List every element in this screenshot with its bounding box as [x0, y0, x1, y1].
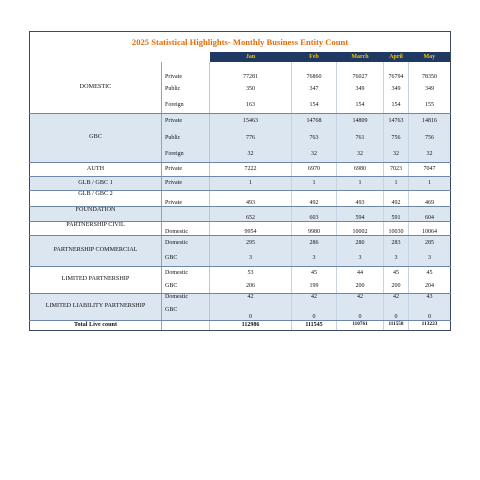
total-value: 112986 [210, 320, 292, 330]
value-cell: 756 [384, 129, 409, 146]
value-cell: 594 [337, 206, 384, 221]
value-cell: 3 [292, 251, 337, 266]
month-header-row [30, 52, 451, 62]
value-cell: 32 [337, 146, 384, 162]
value-cell: 199 [292, 280, 337, 293]
value-cell: 349 [337, 80, 384, 97]
category-glb-gbc-1: GLB / GBC 1 [30, 176, 162, 190]
value-cell: 76794 [384, 62, 409, 80]
category-auth: AUTH [30, 162, 162, 176]
value-cell: 163 [210, 97, 292, 113]
table-row [30, 62, 451, 80]
value-cell: 1 [337, 176, 384, 190]
value-cell: 45 [292, 266, 337, 280]
category-glb-gbc-2: GLB / GBC 2 [30, 190, 162, 206]
value-cell: 492 [292, 190, 337, 206]
value-cell: 7222 [210, 162, 292, 176]
header-blank [30, 52, 162, 62]
month-header: Feb [292, 52, 337, 62]
subtype-label: Foreign [162, 146, 210, 162]
table-row [30, 221, 451, 235]
table-row [30, 235, 451, 251]
value-cell: 295 [210, 235, 292, 251]
report-title: 2025 Statistical Highlights- Monthly Business Entity Count [30, 32, 451, 53]
total-value: 111558 [384, 320, 409, 330]
month-header: March [337, 52, 384, 62]
value-cell: 200 [384, 280, 409, 293]
value-cell: 1 [292, 176, 337, 190]
value-cell: 285 [409, 235, 451, 251]
value-cell: 286 [292, 235, 337, 251]
value-cell: 591 [384, 206, 409, 221]
value-cell: 283 [384, 235, 409, 251]
value-cell: 1 [384, 176, 409, 190]
value-cell: 1 [210, 176, 292, 190]
value-cell: 492 [384, 190, 409, 206]
value-cell: 32 [384, 146, 409, 162]
subtype-label: GBC [162, 307, 210, 320]
value-cell: 0 [292, 307, 337, 320]
total-row [30, 320, 451, 330]
subtype-label: Foreign [162, 97, 210, 113]
value-cell: 493 [337, 190, 384, 206]
month-header: May [409, 52, 451, 62]
subtype-label: Private [162, 62, 210, 80]
value-cell: 652 [210, 206, 292, 221]
value-cell: 763 [292, 129, 337, 146]
value-cell: 154 [337, 97, 384, 113]
value-cell: 76027 [337, 62, 384, 80]
table-row [30, 206, 451, 221]
value-cell: 3 [337, 251, 384, 266]
subtype-label: Private [162, 162, 210, 176]
value-cell: 15463 [210, 113, 292, 129]
value-cell: 77281 [210, 62, 292, 80]
value-cell: 42 [337, 293, 384, 307]
value-cell: 14763 [384, 113, 409, 129]
value-cell: 6980 [337, 162, 384, 176]
value-cell: 42 [210, 293, 292, 307]
category-domestic: DOMESTIC [30, 62, 162, 113]
value-cell: 206 [210, 280, 292, 293]
value-cell: 280 [337, 235, 384, 251]
value-cell: 347 [292, 80, 337, 97]
value-cell: 76860 [292, 62, 337, 80]
value-cell: 9954 [210, 221, 292, 235]
subtype-label: Domestic [162, 221, 210, 235]
value-cell: 14768 [292, 113, 337, 129]
category-limited-partnership: LIMITED PARTNERSHIP [30, 266, 162, 293]
value-cell: 204 [409, 280, 451, 293]
value-cell: 0 [384, 307, 409, 320]
header-blank [162, 52, 210, 62]
value-cell: 776 [210, 129, 292, 146]
table-row [30, 176, 451, 190]
value-cell: 10030 [384, 221, 409, 235]
month-header: April [384, 52, 409, 62]
subtype-label: Domestic [162, 266, 210, 280]
value-cell: 154 [384, 97, 409, 113]
table-row [30, 190, 451, 206]
subtype-label: Public [162, 80, 210, 97]
value-cell: 349 [409, 80, 451, 97]
value-cell: 350 [210, 80, 292, 97]
table-row [30, 266, 451, 280]
value-cell: 14809 [337, 113, 384, 129]
table-row [30, 293, 451, 307]
value-cell: 10002 [337, 221, 384, 235]
value-cell: 43 [409, 293, 451, 307]
value-cell: 756 [409, 129, 451, 146]
value-cell: 10064 [409, 221, 451, 235]
value-cell: 6970 [292, 162, 337, 176]
value-cell: 604 [409, 206, 451, 221]
subtype-label: Private [162, 113, 210, 129]
subtype-label [162, 206, 210, 221]
subtype-label: GBC [162, 280, 210, 293]
value-cell: 493 [210, 190, 292, 206]
value-cell: 45 [409, 266, 451, 280]
value-cell: 45 [384, 266, 409, 280]
value-cell: 469 [409, 190, 451, 206]
category-limited-liability-partnership: LIMITED LIABILITY PARTNERSHIP [30, 293, 162, 320]
value-cell: 42 [384, 293, 409, 307]
value-cell: 32 [210, 146, 292, 162]
total-label: Total Live count [30, 320, 162, 330]
statistics-sheet [29, 31, 450, 331]
table-row [30, 162, 451, 176]
category-gbc: GBC [30, 113, 162, 162]
value-cell: 9980 [292, 221, 337, 235]
value-cell: 0 [409, 307, 451, 320]
total-value: 110761 [337, 320, 384, 330]
subtype-label: Domestic [162, 235, 210, 251]
category-foundation: FOUNDATION [30, 206, 162, 221]
total-blank [162, 320, 210, 330]
total-value: 113223 [409, 320, 451, 330]
value-cell: 1 [409, 176, 451, 190]
value-cell: 154 [292, 97, 337, 113]
subtype-label: Domestic [162, 293, 210, 307]
month-header: Jan [210, 52, 292, 62]
value-cell: 32 [409, 146, 451, 162]
value-cell: 7023 [384, 162, 409, 176]
value-cell: 7047 [409, 162, 451, 176]
subtype-label: GBC [162, 251, 210, 266]
value-cell: 349 [384, 80, 409, 97]
entity-count-table [29, 31, 451, 331]
category-partnership-civil: PARTNERSHIP CIVIL [30, 221, 162, 235]
value-cell: 42 [292, 293, 337, 307]
value-cell: 44 [337, 266, 384, 280]
value-cell: 0 [337, 307, 384, 320]
value-cell: 0 [210, 307, 292, 320]
value-cell: 603 [292, 206, 337, 221]
value-cell: 78350 [409, 62, 451, 80]
subtype-label: Public [162, 129, 210, 146]
table-row [30, 113, 451, 129]
value-cell: 3 [210, 251, 292, 266]
total-value: 111545 [292, 320, 337, 330]
value-cell: 3 [384, 251, 409, 266]
subtype-label: Private [162, 176, 210, 190]
subtype-label: Private [162, 190, 210, 206]
value-cell: 761 [337, 129, 384, 146]
value-cell: 14816 [409, 113, 451, 129]
category-partnership-commercial: PARTNERSHIP COMMERCIAL [30, 235, 162, 266]
value-cell: 200 [337, 280, 384, 293]
value-cell: 53 [210, 266, 292, 280]
value-cell: 32 [292, 146, 337, 162]
value-cell: 155 [409, 97, 451, 113]
value-cell: 3 [409, 251, 451, 266]
